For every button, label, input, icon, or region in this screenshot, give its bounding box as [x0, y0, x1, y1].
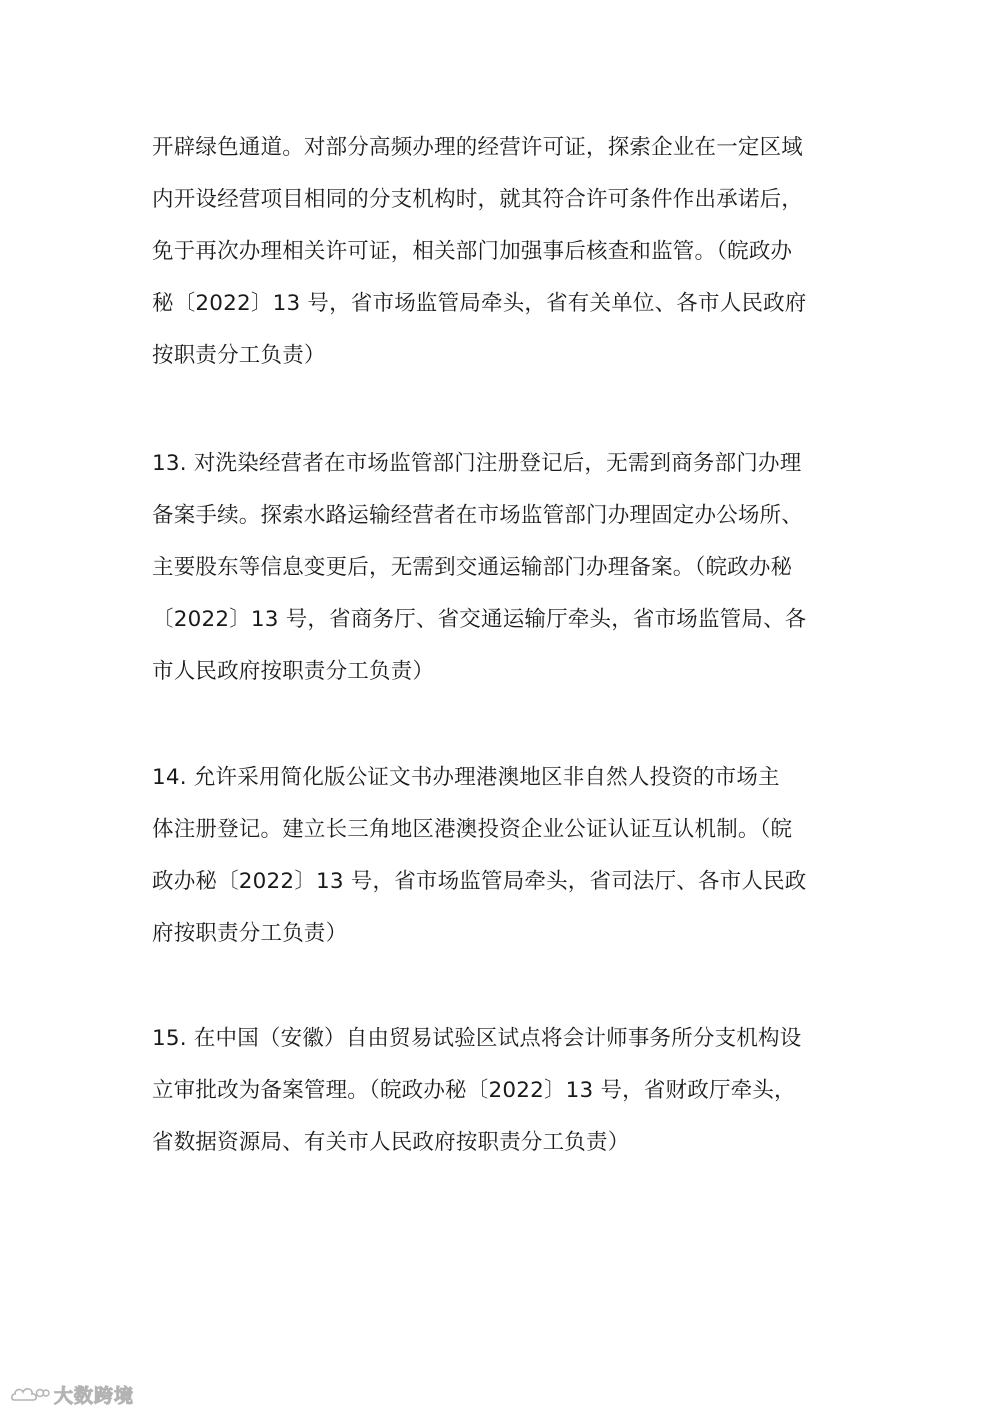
text-line: 14. 允许采用简化版公证文书办理港澳地区非自然人投资的市场主	[152, 765, 780, 790]
text-line: 免于再次办理相关许可证，相关部门加强事后核查和监管。（皖政办	[152, 239, 793, 264]
text-line: 15. 在中国（安徽）自由贸易试验区试点将会计师事务所分支机构设	[152, 1026, 802, 1051]
text-line: 体注册登记。建立长三角地区港澳投资企业公证认证互认机制。（皖	[152, 817, 793, 842]
text-line: 府按职责分工负责）	[152, 921, 348, 946]
text-line: 开辟绿色通道。对部分高频办理的经营许可证，探索企业在一定区域	[152, 135, 804, 160]
text-line: 按职责分工负责）	[152, 343, 326, 368]
text-line: 备案手续。探索水路运输经营者在市场监管部门办理固定办公场所、	[152, 503, 804, 528]
paragraph-item-14	[152, 752, 852, 960]
text-line: 主要股东等信息变更后，无需到交通运输部门办理备案。（皖政办秘	[152, 555, 793, 580]
text-line: 秘〔2022〕13 号，省市场监管局牵头，省有关单位、各市人民政府	[152, 291, 807, 316]
text-line: 〔2022〕13 号，省商务厅、省交通运输厅牵头，省市场监管局、各	[152, 607, 807, 632]
watermark-text: 大数跨境	[54, 1384, 135, 1407]
text-line: 市人民政府按职责分工负责）	[152, 659, 435, 684]
watermark	[10, 1380, 134, 1408]
paragraph-item-13	[152, 438, 852, 698]
cloud-logo-icon	[10, 1383, 50, 1405]
text-line: 政办秘〔2022〕13 号，省市场监管局牵头，省司法厅、各市人民政	[152, 869, 807, 894]
paragraph-item-12-continued	[152, 122, 852, 382]
text-line: 立审批改为备案管理。（皖政办秘〔2022〕13 号，省财政厅牵头，	[152, 1078, 796, 1103]
text-line: 内开设经营项目相同的分支机构时，就其符合许可条件作出承诺后，	[152, 187, 804, 212]
paragraph-item-15	[152, 1013, 852, 1169]
text-line: 13. 对洗染经营者在市场监管部门注册登记后，无需到商务部门办理	[152, 451, 802, 476]
text-line: 省数据资源局、有关市人民政府按职责分工负责）	[152, 1130, 630, 1155]
